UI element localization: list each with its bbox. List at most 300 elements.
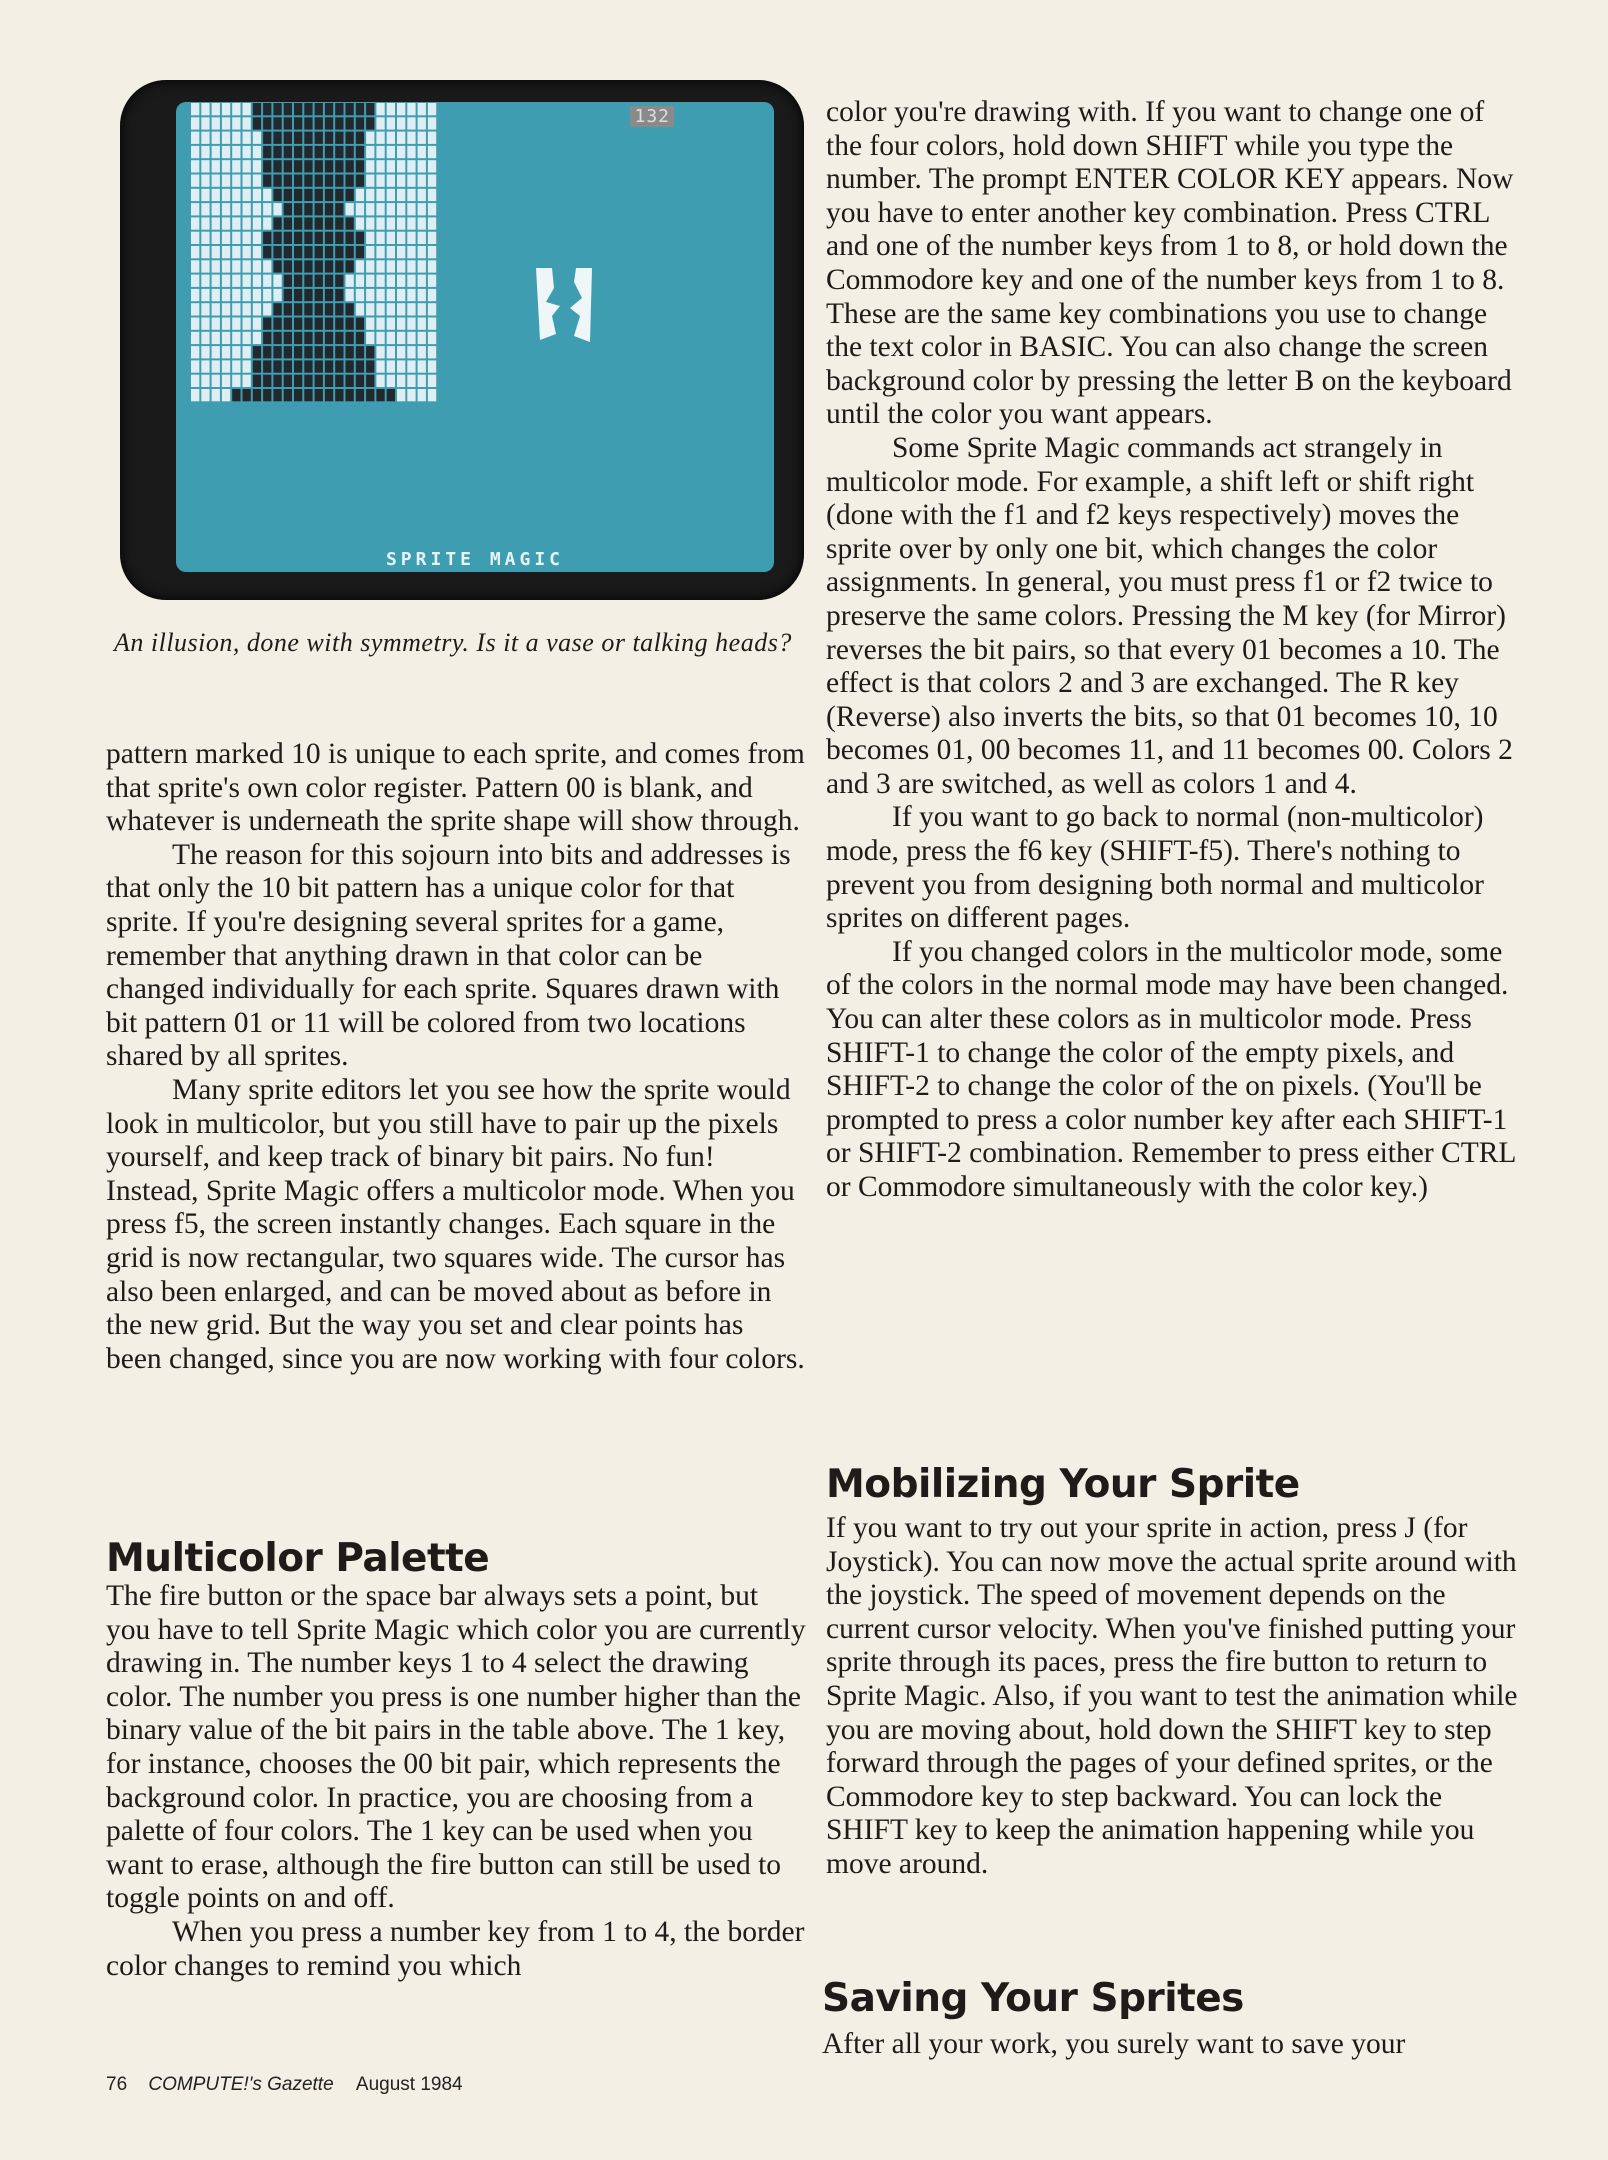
- grid-cell: [335, 232, 343, 244]
- grid-cell: [428, 360, 436, 372]
- grid-cell: [212, 160, 220, 172]
- grid-cell: [315, 232, 323, 244]
- grid-cell: [284, 132, 292, 144]
- grid-cell: [387, 160, 395, 172]
- grid-cell: [232, 175, 240, 187]
- grid-cell: [376, 360, 384, 372]
- grid-cell: [243, 246, 251, 258]
- grid-cell: [376, 246, 384, 258]
- grid-cell: [418, 189, 426, 201]
- grid-cell: [263, 146, 271, 158]
- grid-cell: [232, 389, 240, 401]
- grid-cell: [191, 260, 199, 272]
- grid-cell: [294, 260, 302, 272]
- grid-cell: [243, 189, 251, 201]
- grid-cell: [191, 389, 199, 401]
- grid-cell: [397, 203, 405, 215]
- grid-cell: [407, 217, 415, 229]
- grid-cell: [294, 275, 302, 287]
- grid-cell: [418, 217, 426, 229]
- grid-cell: [201, 389, 209, 401]
- grid-cell: [212, 232, 220, 244]
- grid-cell: [273, 132, 281, 144]
- grid-cell: [356, 232, 364, 244]
- right-column-middle: [826, 1512, 1521, 1882]
- sprite-preview: [536, 268, 592, 342]
- grid-cell: [335, 360, 343, 372]
- grid-cell: [263, 132, 271, 144]
- grid-cell: [376, 217, 384, 229]
- grid-cell: [232, 217, 240, 229]
- grid-cell: [304, 375, 312, 387]
- monitor-photo: [120, 80, 804, 600]
- grid-cell: [263, 232, 271, 244]
- grid-cell: [428, 346, 436, 358]
- grid-cell: [418, 103, 426, 115]
- grid-cell: [418, 289, 426, 301]
- grid-cell: [253, 303, 261, 315]
- grid-cell: [335, 275, 343, 287]
- grid-cell: [397, 346, 405, 358]
- grid-cell: [294, 189, 302, 201]
- grid-cell: [284, 332, 292, 344]
- grid-cell: [387, 346, 395, 358]
- grid-cell: [387, 217, 395, 229]
- grid-cell: [418, 203, 426, 215]
- grid-cell: [376, 117, 384, 129]
- grid-cell: [243, 275, 251, 287]
- grid-cell: [294, 375, 302, 387]
- grid-cell: [315, 160, 323, 172]
- grid-cell: [418, 260, 426, 272]
- grid-cell: [273, 103, 281, 115]
- grid-cell: [212, 246, 220, 258]
- grid-cell: [325, 303, 333, 315]
- grid-cell: [273, 246, 281, 258]
- grid-cell: [243, 146, 251, 158]
- grid-cell: [294, 103, 302, 115]
- sprite-counter: 132: [630, 106, 674, 127]
- grid-cell: [191, 275, 199, 287]
- paragraph: Many sprite editors let you see how the sprite would look in multicolor, but you still have to pair up the pixels yourself, and keep track of binary bit pairs. No fun! Instead, Sprite Magic offers a multicolor mode. When you press f5, the screen instantly changes. Each square in the grid is now rectangular, two squares wide. The cursor has also been enlarged, and can be moved about as before in the new grid. But the way you set and clear points has been changed, since you are now working with four colors.: [106, 1073, 805, 1375]
- grid-cell: [376, 132, 384, 144]
- grid-cell: [376, 189, 384, 201]
- grid-cell: [253, 160, 261, 172]
- grid-cell: [346, 146, 354, 158]
- grid-cell: [243, 217, 251, 229]
- grid-cell: [428, 217, 436, 229]
- grid-cell: [397, 260, 405, 272]
- grid-cell: [212, 203, 220, 215]
- grid-cell: [191, 232, 199, 244]
- grid-cell: [346, 103, 354, 115]
- grid-cell: [346, 318, 354, 330]
- grid-cell: [315, 117, 323, 129]
- left-column-top: [106, 738, 806, 1376]
- grid-cell: [284, 175, 292, 187]
- grid-cell: [397, 303, 405, 315]
- grid-cell: [418, 275, 426, 287]
- grid-cell: [304, 332, 312, 344]
- grid-cell: [263, 246, 271, 258]
- grid-cell: [397, 246, 405, 258]
- grid-cell: [325, 375, 333, 387]
- grid-cell: [304, 175, 312, 187]
- grid-cell: [315, 360, 323, 372]
- grid-cell: [304, 318, 312, 330]
- grid-cell: [232, 375, 240, 387]
- grid-cell: [325, 275, 333, 287]
- grid-cell: [273, 332, 281, 344]
- grid-cell: [335, 303, 343, 315]
- grid-cell: [346, 260, 354, 272]
- grid-cell: [212, 289, 220, 301]
- grid-cell: [315, 132, 323, 144]
- grid-cell: [397, 375, 405, 387]
- grid-cell: [243, 389, 251, 401]
- grid-cell: [201, 232, 209, 244]
- grid-cell: [346, 275, 354, 287]
- grid-cell: [263, 346, 271, 358]
- grid-cell: [201, 175, 209, 187]
- grid-cell: [387, 117, 395, 129]
- grid-cell: [315, 332, 323, 344]
- grid-cell: [335, 189, 343, 201]
- grid-cell: [428, 203, 436, 215]
- grid-cell: [212, 332, 220, 344]
- grid-cell: [346, 289, 354, 301]
- grid-cell: [191, 375, 199, 387]
- grid-cell: [253, 389, 261, 401]
- grid-cell: [315, 289, 323, 301]
- grid-cell: [212, 146, 220, 158]
- grid-cell: [387, 103, 395, 115]
- grid-cell: [325, 189, 333, 201]
- grid-cell: [232, 289, 240, 301]
- issue-date: August 1984: [355, 2074, 463, 2095]
- paragraph: The fire button or the space bar always sets a point, but you have to tell Sprite Magic which color you are currently drawing in. The number keys 1 to 4 select the drawing color. The number you press is one number higher than the binary value of the bit pairs in the table above. The 1 key, for instance, chooses the 00 bit pair, which represents the background color. In practice, you are choosing from a palette of four colors. The 1 key can be used when you want to erase, although the fire button can still be used to toggle points on and off.: [106, 1580, 806, 1915]
- grid-cell: [315, 203, 323, 215]
- paragraph: If you changed colors in the multicolor mode, some of the colors in the normal mode may have been changed. You can alter these colors as in multicolor mode. Press SHIFT-1 to change the color of the empty pixels, and SHIFT-2 to change the color of the on pixels. (You'll be prompted to press a color number key after each SHIFT-1 or SHIFT-2 combination. Remember to press either CTRL or Commodore simultaneously with the color key.): [826, 935, 1516, 1203]
- grid-cell: [387, 389, 395, 401]
- grid-cell: [407, 246, 415, 258]
- grid-cell: [346, 346, 354, 358]
- grid-cell: [428, 318, 436, 330]
- grid-cell: [376, 160, 384, 172]
- grid-cell: [356, 203, 364, 215]
- grid-cell: [294, 203, 302, 215]
- grid-cell: [222, 332, 230, 344]
- grid-cell: [356, 189, 364, 201]
- grid-cell: [284, 189, 292, 201]
- grid-cell: [273, 275, 281, 287]
- grid-cell: [201, 103, 209, 115]
- grid-cell: [304, 232, 312, 244]
- grid-cell: [284, 246, 292, 258]
- grid-cell: [325, 217, 333, 229]
- grid-cell: [243, 289, 251, 301]
- grid-cell: [253, 246, 261, 258]
- grid-cell: [212, 275, 220, 287]
- grid-cell: [407, 117, 415, 129]
- grid-cell: [243, 132, 251, 144]
- grid-cell: [407, 189, 415, 201]
- grid-cell: [304, 103, 312, 115]
- grid-cell: [376, 389, 384, 401]
- grid-cell: [335, 246, 343, 258]
- grid-cell: [263, 217, 271, 229]
- grid-cell: [243, 203, 251, 215]
- grid-cell: [356, 275, 364, 287]
- grid-cell: [243, 160, 251, 172]
- grid-cell: [294, 232, 302, 244]
- grid-cell: [263, 303, 271, 315]
- grid-cell: [273, 303, 281, 315]
- grid-cell: [201, 146, 209, 158]
- grid-cell: [284, 117, 292, 129]
- grid-cell: [232, 189, 240, 201]
- grid-cell: [428, 246, 436, 258]
- grid-cell: [346, 189, 354, 201]
- grid-cell: [325, 260, 333, 272]
- grid-cell: [273, 389, 281, 401]
- grid-cell: [366, 146, 374, 158]
- grid-cell: [346, 332, 354, 344]
- grid-cell: [418, 175, 426, 187]
- grid-cell: [201, 275, 209, 287]
- grid-cell: [366, 275, 374, 287]
- grid-cell: [315, 217, 323, 229]
- grid-cell: [212, 318, 220, 330]
- grid-cell: [366, 175, 374, 187]
- grid-cell: [376, 232, 384, 244]
- grid-cell: [294, 289, 302, 301]
- grid-cell: [222, 289, 230, 301]
- grid-cell: [253, 289, 261, 301]
- grid-cell: [428, 275, 436, 287]
- grid-cell: [191, 103, 199, 115]
- grid-cell: [253, 360, 261, 372]
- grid-cell: [428, 332, 436, 344]
- grid-cell: [428, 303, 436, 315]
- grid-cell: [325, 346, 333, 358]
- grid-cell: [232, 232, 240, 244]
- grid-cell: [315, 103, 323, 115]
- grid-cell: [284, 303, 292, 315]
- grid-cell: [294, 389, 302, 401]
- grid-cell: [212, 375, 220, 387]
- grid-cell: [273, 217, 281, 229]
- grid-cell: [201, 375, 209, 387]
- page-number: 76: [106, 2074, 128, 2095]
- grid-cell: [294, 117, 302, 129]
- grid-cell: [356, 360, 364, 372]
- grid-cell: [325, 160, 333, 172]
- grid-cell: [263, 389, 271, 401]
- grid-cell: [366, 332, 374, 344]
- grid-cell: [356, 160, 364, 172]
- grid-cell: [232, 360, 240, 372]
- grid-cell: [325, 132, 333, 144]
- grid-cell: [263, 260, 271, 272]
- paragraph: Some Sprite Magic commands act strangely in multicolor mode. For example, a shift left or shift right (done with the f1 and f2 keys respectively) moves the sprite over by only one bit, which changes the color assignments. In general, you must press f1 or f2 twice to preserve the same colors. Pressing the M key (for Mirror) reverses the bit pairs, so that every 01 becomes a 10. The effect is that colors 2 and 3 are exchanged. The R key (Reverse) also inverts the bits, so that 01 becomes 10, 10 becomes 01, 00 becomes 11, and 11 becomes 00. Colors 2 and 3 are switched, as well as colors 1 and 4.: [826, 431, 1513, 800]
- grid-cell: [232, 275, 240, 287]
- grid-cell: [294, 146, 302, 158]
- grid-cell: [304, 389, 312, 401]
- grid-cell: [407, 375, 415, 387]
- section-heading: Saving Your Sprites: [822, 1976, 1244, 2021]
- grid-cell: [191, 332, 199, 344]
- grid-cell: [273, 375, 281, 387]
- grid-cell: [366, 117, 374, 129]
- grid-cell: [253, 260, 261, 272]
- grid-cell: [304, 203, 312, 215]
- grid-cell: [325, 146, 333, 158]
- grid-cell: [366, 346, 374, 358]
- grid-cell: [284, 360, 292, 372]
- grid-cell: [325, 203, 333, 215]
- grid-cell: [222, 375, 230, 387]
- grid-cell: [222, 360, 230, 372]
- grid-cell: [304, 260, 312, 272]
- grid-cell: [273, 260, 281, 272]
- grid-cell: [222, 217, 230, 229]
- grid-cell: [191, 246, 199, 258]
- grid-cell: [335, 260, 343, 272]
- grid-cell: [273, 117, 281, 129]
- grid-cell: [294, 160, 302, 172]
- grid-cell: [376, 260, 384, 272]
- grid-cell: [273, 232, 281, 244]
- grid-cell: [418, 132, 426, 144]
- grid-cell: [222, 389, 230, 401]
- paragraph: After all your work, you surely want to save your: [822, 2028, 1406, 2060]
- grid-cell: [407, 103, 415, 115]
- grid-cell: [366, 232, 374, 244]
- grid-cell: [212, 260, 220, 272]
- grid-cell: [294, 303, 302, 315]
- grid-cell: [294, 318, 302, 330]
- grid-cell: [407, 203, 415, 215]
- grid-cell: [212, 217, 220, 229]
- grid-cell: [428, 260, 436, 272]
- grid-cell: [407, 275, 415, 287]
- grid-cell: [263, 375, 271, 387]
- grid-cell: [387, 246, 395, 258]
- grid-cell: [356, 332, 364, 344]
- grid-cell: [346, 303, 354, 315]
- sprite-grid: [176, 102, 774, 572]
- grid-cell: [418, 146, 426, 158]
- grid-cell: [356, 246, 364, 258]
- grid-cell: [366, 318, 374, 330]
- grid-cell: [376, 289, 384, 301]
- grid-cell: [253, 203, 261, 215]
- grid-cell: [243, 332, 251, 344]
- grid-cell: [407, 360, 415, 372]
- grid-cell: [294, 132, 302, 144]
- grid-cell: [428, 189, 436, 201]
- grid-cell: [428, 117, 436, 129]
- grid-cell: [222, 175, 230, 187]
- grid-cell: [376, 318, 384, 330]
- grid-cell: [325, 175, 333, 187]
- grid-cell: [335, 175, 343, 187]
- grid-cell: [315, 246, 323, 258]
- grid-cell: [222, 232, 230, 244]
- grid-cell: [294, 175, 302, 187]
- grid-cell: [304, 132, 312, 144]
- grid-cell: [376, 346, 384, 358]
- grid-cell: [232, 146, 240, 158]
- grid-cell: [315, 146, 323, 158]
- grid-cell: [346, 203, 354, 215]
- grid-cell: [191, 318, 199, 330]
- grid-cell: [428, 175, 436, 187]
- grid-cell: [294, 246, 302, 258]
- grid-cell: [273, 360, 281, 372]
- magazine-name: COMPUTE!'s Gazette: [148, 2074, 334, 2095]
- grid-cell: [356, 346, 364, 358]
- grid-cell: [315, 175, 323, 187]
- grid-cell: [212, 175, 220, 187]
- grid-cell: [273, 189, 281, 201]
- grid-cell: [232, 260, 240, 272]
- grid-cell: [243, 318, 251, 330]
- paragraph: If you want to try out your sprite in action, press J (for Joystick). You can now move the actual sprite around with the joystick. The speed of movement depends on the current cursor velocity. When you've finished putting your sprite through its paces, press the fire button to return to Sprite Magic. Also, if you want to test the animation while you are moving about, hold down the SHIFT key to step forward through the pages of your defined sprites, or the Commodore key to step backward. You can lock the SHIFT key to keep the animation happening while you move around.: [826, 1512, 1518, 1880]
- grid-cell: [387, 303, 395, 315]
- grid-cell: [191, 160, 199, 172]
- grid-cell: [201, 217, 209, 229]
- grid-cell: [387, 132, 395, 144]
- grid-cell: [397, 318, 405, 330]
- grid-cell: [366, 203, 374, 215]
- grid-cell: [191, 346, 199, 358]
- grid-cell: [407, 146, 415, 158]
- grid-cell: [304, 117, 312, 129]
- grid-cell: [366, 160, 374, 172]
- grid-cell: [397, 103, 405, 115]
- grid-cell: [243, 232, 251, 244]
- grid-cell: [325, 289, 333, 301]
- grid-cell: [325, 232, 333, 244]
- grid-cell: [284, 375, 292, 387]
- grid-cell: [366, 360, 374, 372]
- grid-cell: [263, 318, 271, 330]
- grid-cell: [294, 332, 302, 344]
- grid-cell: [191, 203, 199, 215]
- grid-cell: [335, 203, 343, 215]
- grid-cell: [356, 375, 364, 387]
- grid-cell: [428, 232, 436, 244]
- grid-cell: [366, 132, 374, 144]
- grid-cell: [232, 246, 240, 258]
- grid-cell: [222, 346, 230, 358]
- grid-cell: [222, 275, 230, 287]
- grid-cell: [201, 318, 209, 330]
- grid-cell: [376, 375, 384, 387]
- grid-cell: [222, 117, 230, 129]
- grid-cell: [253, 346, 261, 358]
- grid-cell: [232, 346, 240, 358]
- grid-cell: [191, 189, 199, 201]
- grid-cell: [397, 117, 405, 129]
- grid-cell: [376, 303, 384, 315]
- grid-cell: [346, 160, 354, 172]
- grid-cell: [201, 160, 209, 172]
- grid-cell: [253, 146, 261, 158]
- grid-cell: [335, 289, 343, 301]
